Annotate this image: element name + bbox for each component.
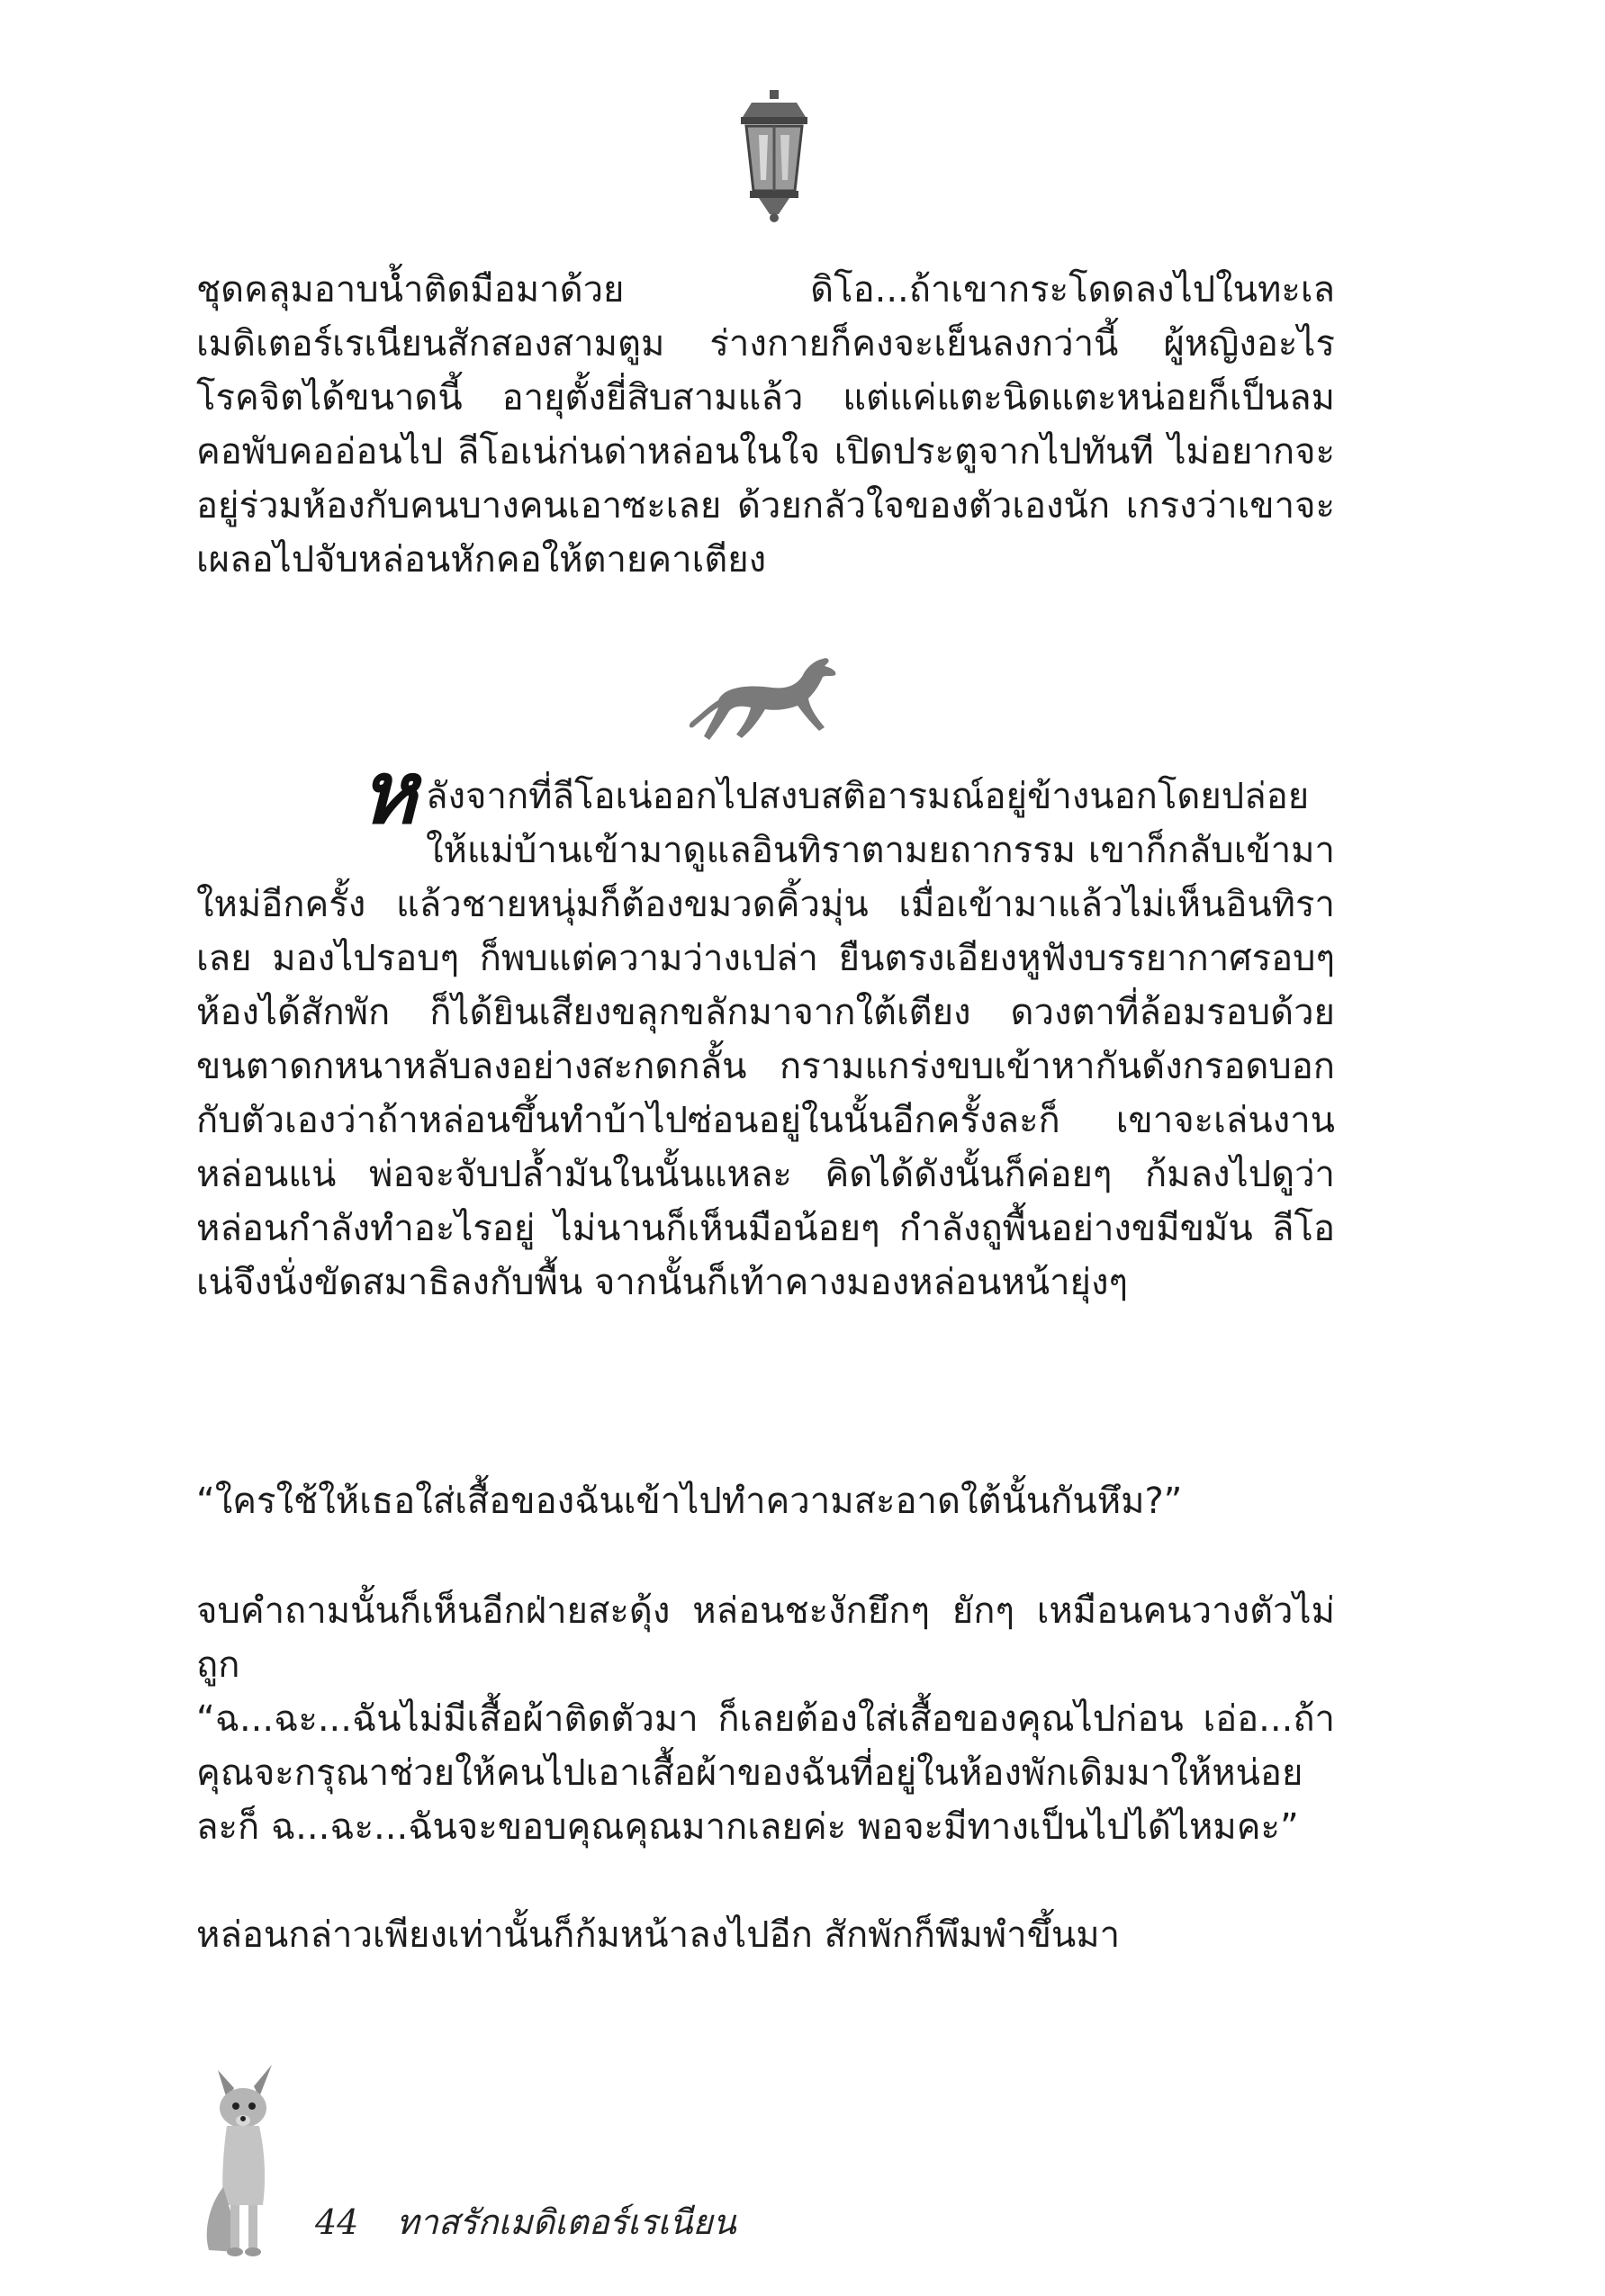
paragraph-3: จบคำถามนั้นก็เห็นอีกฝ่ายสะดุ้ง หล่อนชะงักยึกๆ ยักๆ เหมือนคนวางตัวไม่ถูก	[196, 1590, 1335, 1686]
book-title: ทาสรักเมดิเตอร์เรเนียน	[396, 2202, 736, 2242]
paragraph-2	[196, 742, 1335, 1310]
drop-cap: ห	[359, 742, 417, 843]
page-number: 44	[315, 2202, 359, 2242]
paragraph-1: ชุดคลุมอาบน้ำติดมือมาด้วย ดิโอ...ถ้าเขากระโดดลงไปในทะเลเมดิเตอร์เรเนียนสักสองสามตูม ร่างกายก็คงจะเย็นลงกว่านี้ ผู้หญิงอะไรโรคจิตได้ขนาดนี้ อายุตั้งยี่สิบสามแล้ว แต่แค่แตะนิดแตะหน่อยก็เป็นลมคอพับคออ่อนไป ลีโอเน่ก่นด่าหล่อนในใจ เปิดประตูจากไปทันที ไม่อยากจะอยู่ร่วมห้องกับคนบางคนเอาซะเลย ด้วยกลัวใจของตัวเองนัก เกรงว่าเขาจะเผลอไปจับหล่อนหักคอให้ตายคาเตียง	[196, 269, 1335, 581]
dialogue-2: “ฉ...ฉะ...ฉันไม่มีเสื้อผ้าติดตัวมา ก็เลยต้องใส่เสื้อของคุณไปก่อน เอ่อ...ถ้าคุณจะกรุณาช่วยให้คนไปเอาเสื้อผ้าของฉันที่อยู่ในห้องพักเดิมมาให้หน่อยละก็ ฉ...ฉะ...ฉันจะขอบคุณคุณมากเลยค่ะ พอจะมีทางเป็นไปได้ไหมคะ”	[196, 1698, 1335, 1848]
lantern-icon	[734, 90, 815, 225]
dialogue-1: “ใครใช้ให้เธอใส่เสื้อของฉันเข้าไปทำความสะอาดใต้นั้นกันหึม?”	[196, 1481, 1183, 1522]
paragraph-2-text: ลังจากที่ลีโอเน่ออกไปสงบสติอารมณ์อยู่ข้างนอกโดยปล่อยให้แม่บ้านเข้ามาดูแลอินทิราตามยถากรรม เขาก็กลับเข้ามาใหม่อีกครั้ง แล้วชายหนุ่มก็ต้องขมวดคิ้วมุ่น เมื่อเข้ามาแล้วไม่เห็นอินทิราเลย มองไปรอบๆ ก็พบแต่ความว่างเปล่า ยืนตรงเอียงหูฟังบรรยากาศรอบๆ ห้องได้สักพัก ก็ได้ยินเสียงขลุกขลักมาจากใต้เตียง ดวงตาที่ล้อมรอบด้วยขนตาดกหนาหลับลงอย่างสะกดกลั้น กรามแกร่งขบเข้าหากันดังกรอดบอกกับตัวเองว่าถ้าหล่อนขึ้นทำบ้าไปซ่อนอยู่ในนั้นอีกครั้งละก็ เขาจะเล่นงานหล่อนแน่ พ่อจะจับปล้ำมันในนั้นแหละ คิดได้ดังนั้นก็ค่อยๆ ก้มลงไปดูว่าหล่อนกำลังทำอะไรอยู่ ไม่นานก็เห็นมือน้อยๆ กำลังถูพื้นอย่างขมีขมัน ลีโอเน่จึงนั่งขัดสมาธิลงกับพื้น จากนั้นก็เท้าคางมองหล่อนหน้ายุ่งๆ	[196, 776, 1335, 1303]
page-footer	[315, 2194, 736, 2249]
horse-icon	[682, 648, 844, 747]
paragraph-4: หล่อนกล่าวเพียงเท่านั้นก็ก้มหน้าลงไปอีก สักพักก็พึมพำขึ้นมา	[196, 1914, 1121, 1956]
chihuahua-icon	[191, 2052, 299, 2259]
